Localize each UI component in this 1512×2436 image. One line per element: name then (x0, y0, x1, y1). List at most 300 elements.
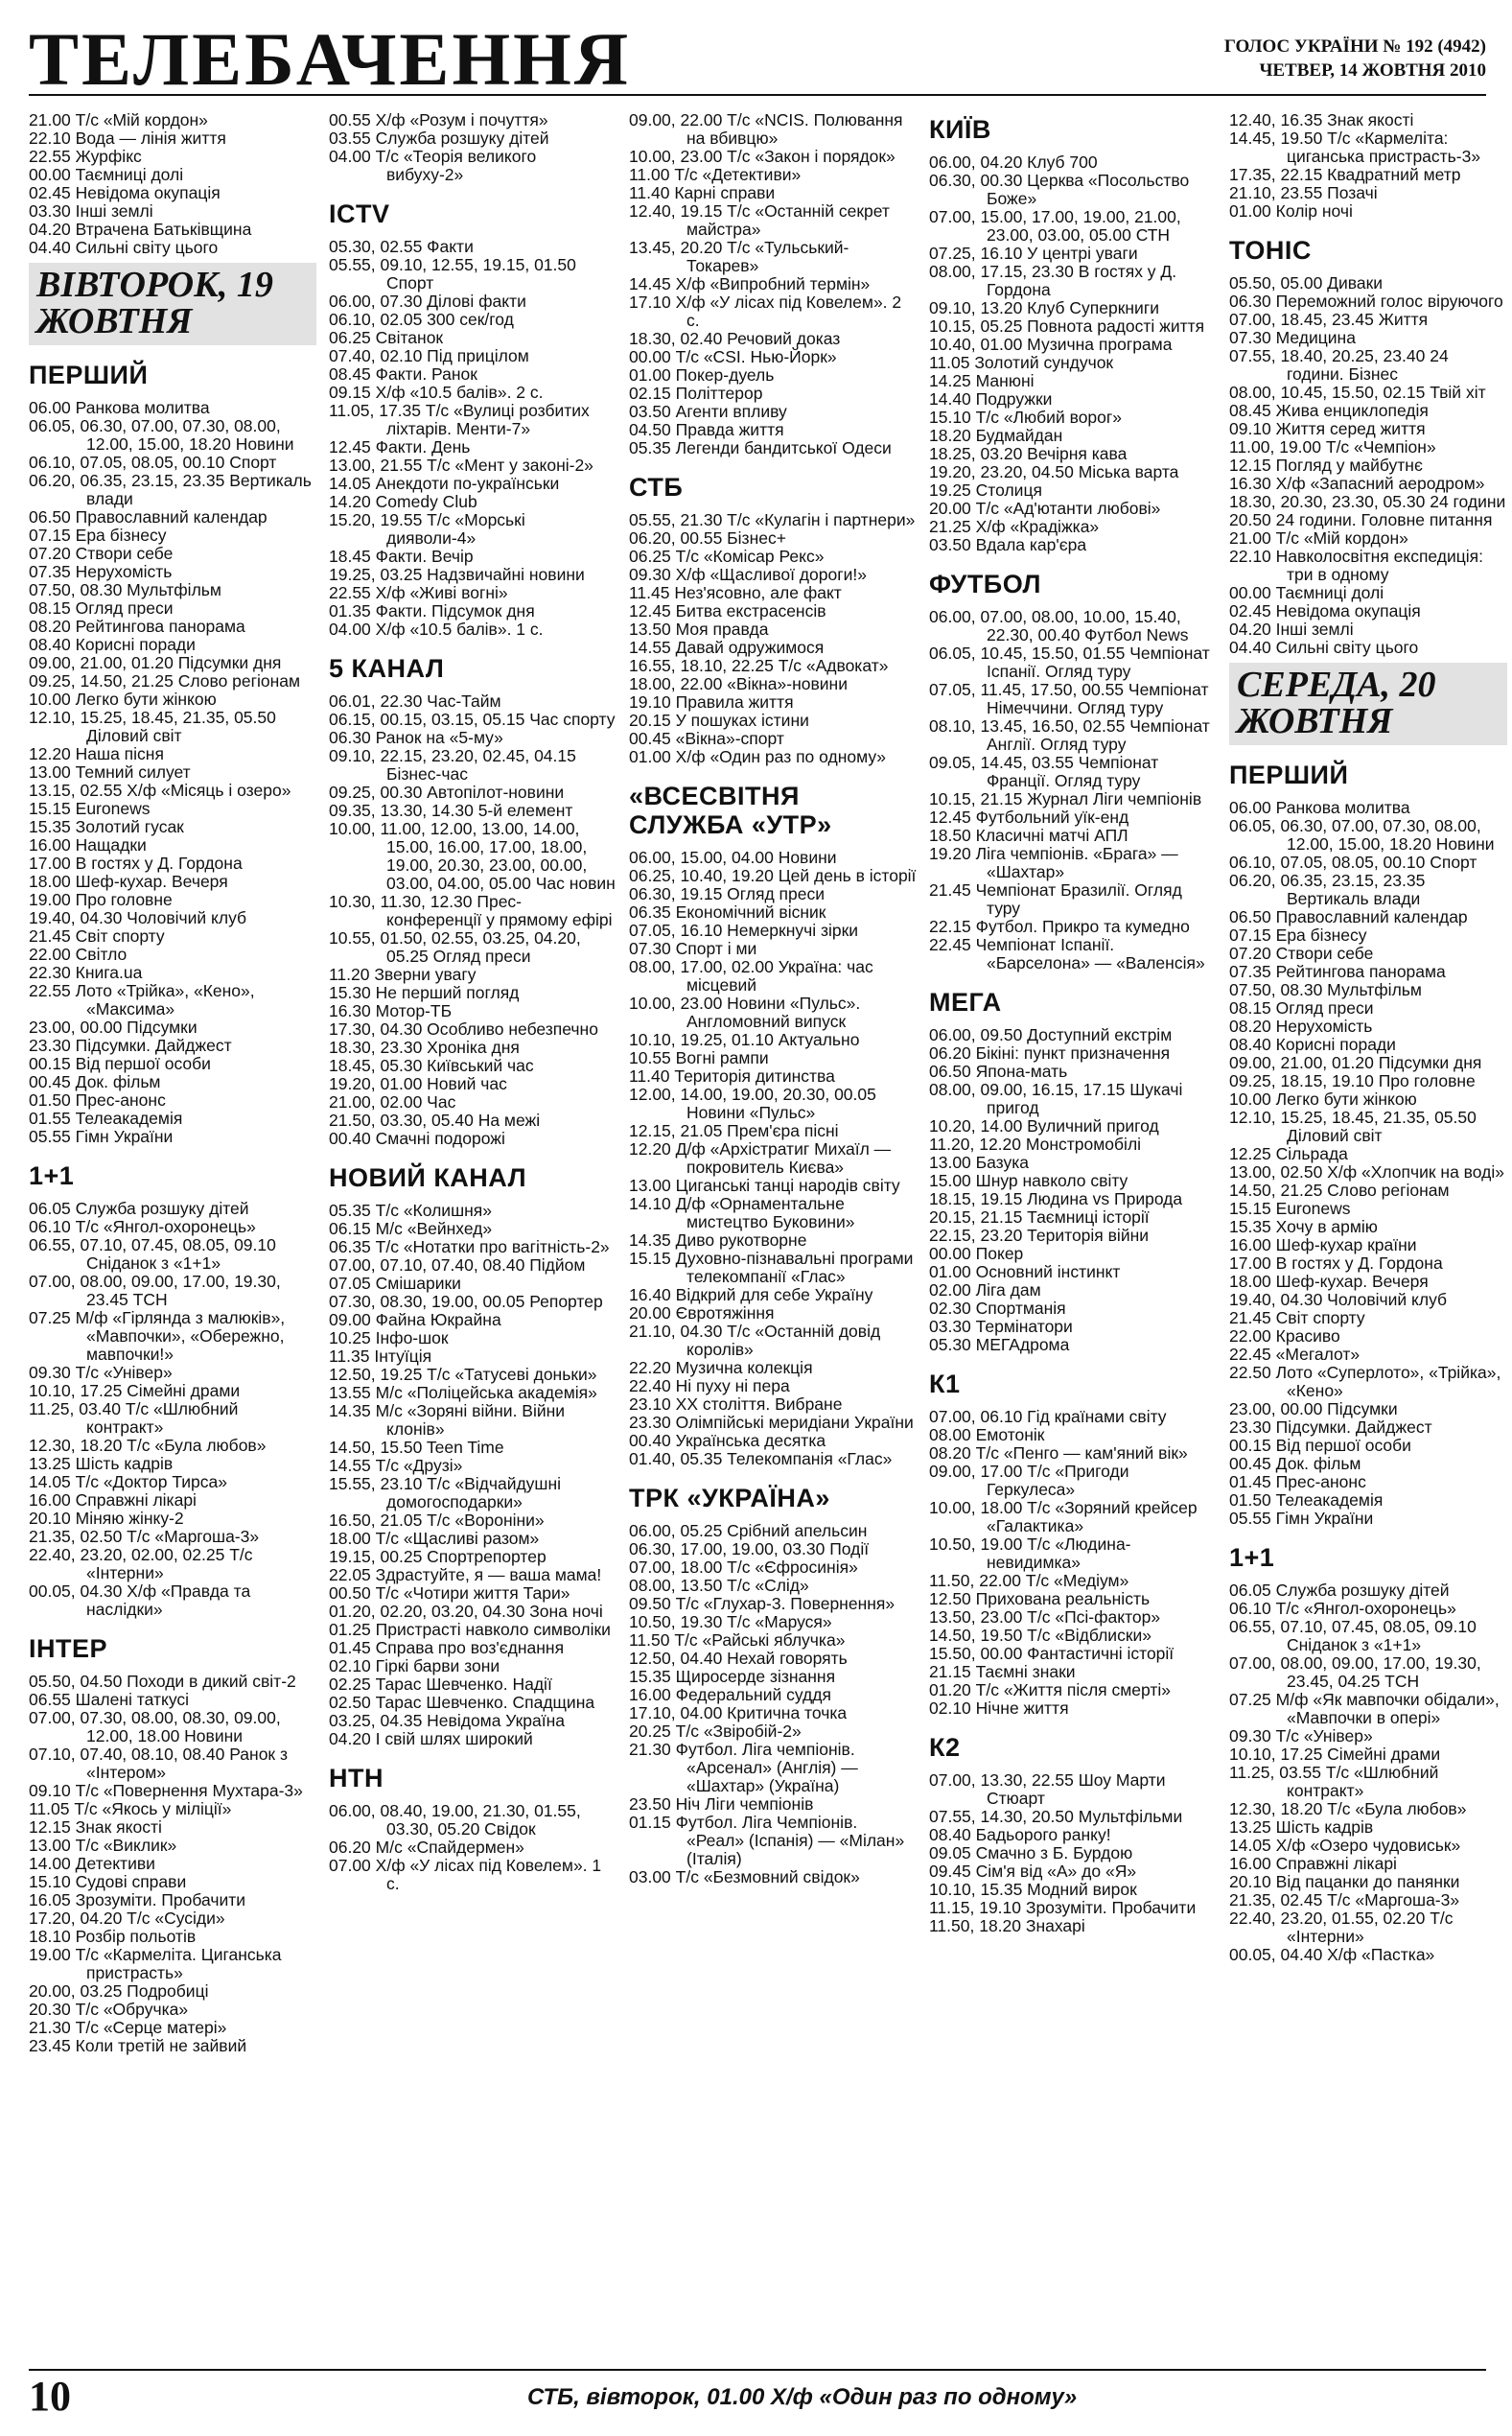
program-entry: 01.00 Основний інстинкт (929, 1262, 1121, 1281)
program-entry: 02.50 Тарас Шевченко. Спадщина (329, 1693, 595, 1712)
masthead-rule (29, 94, 1486, 96)
program-entry: 01.35 Факти. Підсумок дня (329, 601, 535, 621)
program-entry: 08.20 Т/с «Пенго — кам'яний вік» (929, 1443, 1188, 1463)
channel-heading: ФУТБОЛ (929, 570, 1041, 598)
program-entry: 12.45 Футбольний уїк-енд (929, 808, 1129, 827)
program-entry: 07.15 Ера бізнесу (29, 526, 167, 545)
program-entry: 07.30, 08.30, 19.00, 00.05 Репортер (329, 1292, 603, 1311)
channel-heading: 5 КАНАЛ (329, 654, 445, 683)
program-entry: 07.00, 08.00, 09.00, 17.00, 19.30, 23.45, 04.25 ТСН (1229, 1653, 1481, 1691)
day-heading: СЕРЕДА, 20 ЖОВТНЯ (1229, 663, 1507, 745)
program-entry: 16.55, 18.10, 22.25 Т/с «Адвокат» (629, 656, 889, 675)
program-entry: 18.00 Шеф-кухар. Вечеря (1229, 1272, 1429, 1291)
program-entry: 13.00, 02.50 Х/ф «Хлопчик на воді» (1229, 1162, 1504, 1182)
program-entry: 06.20, 00.55 Бізнес+ (629, 528, 786, 548)
program-entry: 20.00 Євротяжіння (629, 1303, 775, 1323)
program-entry: 01.50 Телеакадемія (1229, 1490, 1384, 1510)
program-entry: 14.05 Х/ф «Озеро чудовиськ» (1229, 1836, 1461, 1855)
program-entry: 06.00, 15.00, 04.00 Новини (629, 848, 837, 867)
program-entry: 08.40 Корисні поради (1229, 1035, 1396, 1054)
program-entry: 06.00, 07.30 Ділові факти (329, 292, 526, 311)
program-entry: 20.10 Міняю жінку-2 (29, 1509, 184, 1528)
program-entry: 00.00 Т/с «CSI. Нью-Йорк» (629, 347, 837, 366)
program-entry: 10.55, 01.50, 02.55, 03.25, 04.20, 05.25 Огляд преси (329, 928, 581, 966)
channel-heading: К2 (929, 1733, 961, 1762)
program-entry: 06.30 Ранок на «5-му» (329, 728, 503, 747)
program-entry: 11.15, 19.10 Зрозуміти. Пробачити (929, 1898, 1197, 1917)
program-entry: 15.00 Шнур навколо світу (929, 1171, 1128, 1190)
program-entry: 12.45 Факти. День (329, 437, 471, 457)
program-entry: 04.20 Втрачена Батьківщина (29, 220, 252, 239)
program-entry: 17.00 В гостях у Д. Гордона (29, 854, 243, 873)
program-entry: 10.10, 19.25, 01.10 Актуально (629, 1030, 860, 1049)
program-entry: 22.45 «Мегалот» (1229, 1345, 1361, 1364)
program-entry: 05.55 Гімн України (29, 1127, 174, 1146)
program-entry: 16.00 Справжні лікарі (29, 1490, 197, 1510)
program-entry: 09.50 Т/с «Глухар-3. Повернення» (629, 1594, 896, 1613)
program-entry: 08.45 Факти. Ранок (329, 364, 477, 384)
program-entry: 09.10, 22.15, 23.20, 02.45, 04.15 Бізнес-час (329, 746, 576, 784)
program-entry: 03.50 Агенти впливу (629, 402, 787, 421)
program-entry: 09.35, 13.30, 14.30 5-й елемент (329, 801, 573, 820)
program-entry: 03.00 Т/с «Безмовний свідок» (629, 1867, 860, 1886)
program-entry: 05.30, 02.55 Факти (329, 237, 474, 256)
program-entry: 07.00, 06.10 Гід країнами світу (929, 1407, 1167, 1426)
program-entry: 10.55 Вогні рампи (629, 1048, 769, 1067)
program-entry: 21.25 Х/ф «Крадіжка» (929, 517, 1100, 536)
program-entry: 18.15, 19.15 Людина vs Природа (929, 1189, 1183, 1208)
program-entry: 13.50 Моя правда (629, 620, 769, 639)
program-entry: 11.00, 19.00 Т/с «Чемпіон» (1229, 437, 1436, 457)
program-entry: 11.05, 17.35 Т/с «Вулиці розбитих ліхтарів. Менти-7» (329, 401, 590, 438)
program-entry: 12.10, 15.25, 18.45, 21.35, 05.50 Діловий світ (1229, 1108, 1477, 1145)
program-entry: 12.50, 04.40 Нехай говорять (629, 1649, 848, 1668)
program-entry: 01.45 Справа про воз'єднання (329, 1638, 565, 1657)
program-entry: 13.55 М/с «Поліцейська академія» (329, 1383, 597, 1402)
program-entry: 06.20, 06.35, 23.15, 23.35 Вертикаль влади (1229, 871, 1426, 908)
program-entry: 12.45 Битва екстрасенсів (629, 601, 826, 621)
program-entry: 20.25 Т/с «Звіробій-2» (629, 1722, 802, 1741)
program-entry: 22.00 Світло (29, 945, 128, 964)
program-entry: 12.50 Прихована реальність (929, 1589, 1151, 1608)
program-entry: 06.10 Т/с «Янгол-охоронець» (1229, 1599, 1456, 1618)
program-entry: 22.15, 23.20 Територія війни (929, 1226, 1150, 1245)
program-entry: 08.00 Емотонік (929, 1425, 1045, 1444)
program-entry: 08.40 Бадьорого ранку! (929, 1825, 1111, 1844)
program-entry: 08.20 Рейтингова панорама (29, 617, 245, 636)
channel-heading: НОВИЙ КАНАЛ (329, 1163, 527, 1192)
program-entry: 14.25 Манюні (929, 371, 1035, 390)
program-entry: 11.20, 12.20 Монстромобілі (929, 1135, 1142, 1154)
program-entry: 23.45 Коли третій не зайвий (29, 2036, 247, 2055)
program-entry: 04.20 Інші землі (1229, 620, 1354, 639)
channel-heading: ТРК «УКРАЇНА» (629, 1484, 830, 1512)
program-entry: 18.00 Шеф-кухар. Вечеря (29, 872, 228, 891)
program-entry: 12.40, 19.15 Т/с «Останній секрет майстра» (629, 201, 890, 239)
program-entry: 06.05, 10.45, 15.50, 01.55 Чемпіонат Іспанії. Огляд туру (929, 644, 1210, 681)
program-entry: 06.10 Т/с «Янгол-охоронець» (29, 1217, 256, 1236)
program-entry: 15.20, 19.55 Т/с «Морські дияволи-4» (329, 510, 525, 548)
program-entry: 09.05 Смачно з Б. Бурдою (929, 1843, 1133, 1862)
program-entry: 04.00 Т/с «Теорія великого вибуху-2» (329, 147, 537, 184)
program-entry: 07.20 Створи себе (1229, 944, 1374, 963)
program-entry: 23.30 Підсумки. Дайджест (29, 1036, 232, 1055)
program-entry: 06.05 Служба розшуку дітей (29, 1199, 249, 1218)
program-entry: 06.00, 07.00, 08.00, 10.00, 15.40, 22.30, 00.40 Футбол News (929, 607, 1189, 644)
listing-column-4 (929, 111, 1217, 2303)
program-entry: 10.50, 19.30 Т/с «Маруся» (629, 1612, 832, 1631)
program-entry: 00.45 Док. фільм (29, 1072, 161, 1091)
listing-column-2 (329, 111, 616, 2303)
program-entry: 06.30, 00.30 Церква «Посольство Боже» (929, 171, 1190, 208)
program-entry: 18.50 Класичні матчі АПЛ (929, 826, 1128, 845)
program-entry: 01.20, 02.20, 03.20, 04.30 Зона ночі (329, 1602, 603, 1621)
program-entry: 13.00 Т/с «Виклик» (29, 1836, 177, 1855)
program-entry: 06.00 Ранкова молитва (29, 398, 210, 417)
program-entry: 10.50, 19.00 Т/с «Людина-невидимка» (929, 1534, 1131, 1572)
program-entry: 04.40 Сильні світу цього (29, 238, 219, 257)
program-entry: 14.50, 21.25 Слово регіонам (1229, 1181, 1450, 1200)
program-entry: 15.15 Духовно-пізнавальні програми телекомпанії «Глас» (629, 1249, 914, 1286)
program-entry: 07.05, 11.45, 17.50, 00.55 Чемпіонат Німеччини. Огляд туру (929, 680, 1209, 717)
program-entry: 22.00 Красиво (1229, 1326, 1340, 1346)
program-entry: 21.45 Світ спорту (29, 926, 165, 946)
program-entry: 19.20 Ліга чемпіонів. «Брага» — «Шахтар» (929, 844, 1178, 881)
program-entry: 22.10 Навколосвітня експедиція: три в одному (1229, 547, 1484, 584)
program-entry: 21.30 Т/с «Серце матері» (29, 2018, 227, 2037)
program-entry: 07.40, 02.10 Під прицілом (329, 346, 529, 365)
program-entry: 21.35, 02.45 Т/с «Маргоша-3» (1229, 1890, 1460, 1909)
program-entry: 10.00, 23.00 Новини «Пульс». Англомовний випуск (629, 994, 861, 1031)
program-entry: 23.30 Підсумки. Дайджест (1229, 1417, 1432, 1437)
program-entry: 06.10, 07.05, 08.05, 00.10 Спорт (1229, 853, 1477, 872)
program-entry: 00.00 Таємниці долі (1229, 583, 1384, 602)
program-entry: 14.50, 19.50 Т/с «Відблиски» (929, 1626, 1151, 1645)
program-entry: 22.55 Х/ф «Живі вогні» (329, 583, 508, 602)
program-entry: 17.00 В гостях у Д. Гордона (1229, 1253, 1443, 1273)
program-entry: 13.45, 20.20 Т/с «Тульський-Токарев» (629, 238, 849, 275)
program-entry: 02.30 Спортманія (929, 1299, 1066, 1318)
program-entry: 22.40, 23.20, 01.55, 02.20 Т/с «Інтерни» (1229, 1909, 1454, 1946)
program-entry: 07.05 Смішарики (329, 1274, 461, 1293)
program-entry: 01.20 Т/с «Життя після смерті» (929, 1680, 1172, 1699)
program-entry: 06.10, 02.05 300 сек/год (329, 310, 514, 329)
program-entry: 05.30 МЕГАдрома (929, 1335, 1070, 1354)
program-entry: 11.50, 18.20 Знахарі (929, 1916, 1085, 1935)
program-entry: 09.30 Х/ф «Щасливої дороги!» (629, 565, 867, 584)
program-entry: 05.55 Гімн України (1229, 1509, 1374, 1528)
program-entry: 15.15 Euronews (29, 799, 151, 818)
program-entry: 10.00, 11.00, 12.00, 13.00, 14.00, 15.00, 16.00, 17.00, 18.00, 19.00, 20.30, 23.00, 00.00, 03.00, 04.00, 05.00 Час новин (329, 819, 616, 893)
program-entry: 09.25, 14.50, 21.25 Слово регіонам (29, 671, 301, 691)
program-entry: 23.00, 00.00 Підсумки (1229, 1399, 1398, 1418)
program-entry: 00.40 Смачні подорожі (329, 1129, 505, 1148)
channel-heading: ПЕРШИЙ (1229, 761, 1349, 789)
program-entry: 06.30, 19.15 Огляд преси (629, 884, 826, 903)
page-number: 10 (29, 2373, 71, 2420)
program-entry: 04.00 Х/ф «10.5 балів». 1 с. (329, 620, 544, 639)
program-entry: 14.35 М/с «Зоряні війни. Війни клонів» (329, 1401, 566, 1439)
program-entry: 18.45, 05.30 Київський час (329, 1056, 534, 1075)
program-entry: 22.10 Вода — лінія життя (29, 129, 226, 148)
program-entry: 06.55 Шалені таткусі (29, 1690, 190, 1709)
page-footer (29, 2369, 1486, 2419)
program-entry: 11.25, 03.55 Т/с «Шлюбний контракт» (1229, 1763, 1439, 1800)
channel-heading: СТБ (629, 473, 684, 502)
program-entry: 06.35 Т/с «Нотатки про вагітність-2» (329, 1237, 610, 1256)
program-entry: 06.05, 06.30, 07.00, 07.30, 08.00, 12.00, 15.00, 18.20 Новини (29, 416, 294, 454)
program-entry: 00.15 Від першої особи (29, 1054, 211, 1073)
program-entry: 09.25, 00.30 Автопілот-новини (329, 783, 565, 802)
program-entry: 14.40 Подружки (929, 389, 1053, 409)
program-entry: 05.50, 04.50 Походи в дикий світ-2 (29, 1672, 296, 1691)
footer-promo: СТБ, вівторок, 01.00 Х/ф «Один раз по одному» (527, 2384, 1078, 2410)
program-entry: 20.50 24 години. Головне питання (1229, 510, 1493, 529)
program-entry: 20.30 Т/с «Обручка» (29, 2000, 189, 2019)
program-entry: 00.40 Українська десятка (629, 1431, 826, 1450)
program-entry: 18.10 Розбір польотів (29, 1927, 197, 1946)
program-entry: 10.00, 18.00 Т/с «Зоряний крейсер «Галактика» (929, 1498, 1198, 1535)
program-entry: 00.55 Х/ф «Розум і почуття» (329, 111, 548, 129)
program-entry: 12.15 Знак якості (29, 1817, 162, 1837)
channel-heading: К1 (929, 1370, 961, 1398)
program-entry: 09.30 Т/с «Універ» (1229, 1726, 1373, 1745)
program-entry: 08.20 Нерухомість (1229, 1017, 1373, 1036)
program-entry: 22.15 Футбол. Прикро та кумедно (929, 917, 1190, 936)
program-entry: 10.15, 21.15 Журнал Ліги чемпіонів (929, 789, 1202, 808)
program-entry: 00.00 Покер (929, 1244, 1024, 1263)
program-entry: 07.00, 07.10, 07.40, 08.40 Підйом (329, 1255, 586, 1275)
program-entry: 01.15 Футбол. Ліга Чемпіонів. «Реал» (Іспанія) — «Мілан» (Італія) (629, 1813, 905, 1868)
program-entry: 03.55 Служба розшуку дітей (329, 129, 549, 148)
program-entry: 13.25 Шість кадрів (29, 1454, 174, 1473)
program-entry: 05.55, 21.30 Т/с «Кулагін і партнери» (629, 510, 916, 529)
program-entry: 21.50, 03.30, 05.40 На межі (329, 1111, 541, 1130)
program-entry: 01.00 Х/ф «Один раз по одному» (629, 747, 887, 766)
program-entry: 14.50, 15.50 Teen Time (329, 1438, 504, 1457)
program-entry: 19.20, 01.00 Новий час (329, 1074, 507, 1093)
program-entry: 07.50, 08.30 Мультфільм (1229, 980, 1422, 999)
program-entry: 18.30, 02.40 Речовий доказ (629, 329, 841, 348)
program-entry: 06.00, 05.25 Срібний апельсин (629, 1521, 868, 1540)
program-entry: 11.40 Карні справи (629, 183, 776, 202)
program-entry: 06.00, 09.50 Доступний екстрім (929, 1025, 1173, 1044)
issue-date: ЧЕТВЕР, 14 ЖОВТНЯ 2010 (1259, 60, 1486, 81)
program-entry: 06.50 Православний календар (1229, 907, 1468, 926)
program-entry: 10.10, 15.35 Модний вирок (929, 1880, 1137, 1899)
program-entry: 00.45 «Вікна»-спорт (629, 729, 784, 748)
program-entry: 11.45 Нез'ясовно, але факт (629, 583, 842, 602)
program-entry: 01.50 Прес-анонс (29, 1090, 166, 1110)
program-entry: 01.00 Колір ночі (1229, 201, 1353, 221)
program-entry: 01.40, 05.35 Телекомпанія «Глас» (629, 1449, 893, 1468)
program-entry: 02.10 Гіркі барви зони (329, 1656, 500, 1675)
program-entry: 16.00 Справжні лікарі (1229, 1854, 1397, 1873)
program-entry: 09.30 Т/с «Універ» (29, 1363, 173, 1382)
program-entry: 21.30 Футбол. Ліга чемпіонів. «Арсенал» (Англія) — «Шахтар» (Україна) (629, 1740, 858, 1795)
program-entry: 08.00, 13.50 Т/с «Слід» (629, 1576, 809, 1595)
program-entry: 18.20 Будмайдан (929, 426, 1063, 445)
program-entry: 08.40 Корисні поради (29, 635, 196, 654)
program-entry: 07.00, 08.00, 09.00, 17.00, 19.30, 23.45 ТСН (29, 1272, 281, 1309)
program-entry: 06.35 Економічний вісник (629, 902, 826, 922)
program-entry: 07.25, 16.10 У центрі уваги (929, 244, 1138, 263)
program-entry: 06.20 М/с «Спайдермен» (329, 1838, 524, 1857)
program-entry: 13.00 Базука (929, 1153, 1030, 1172)
program-entry: 21.45 Світ спорту (1229, 1308, 1365, 1327)
program-entry: 12.10, 15.25, 18.45, 21.35, 05.50 Діловий світ (29, 708, 276, 745)
program-entry: 06.10, 07.05, 08.05, 00.10 Спорт (29, 453, 277, 472)
program-entry: 06.50 Православний календар (29, 507, 268, 527)
program-entry: 06.00, 08.40, 19.00, 21.30, 01.55, 03.30, 05.20 Свідок (329, 1801, 581, 1839)
program-entry: 12.00, 14.00, 19.00, 20.30, 00.05 Новини «Пульс» (629, 1085, 876, 1122)
program-entry: 08.00, 17.15, 23.30 В гостях у Д. Гордона (929, 262, 1177, 299)
program-entry: 07.55, 18.40, 20.25, 23.40 24 години. Бізнес (1229, 346, 1449, 384)
program-entry: 15.10 Т/с «Любий ворог» (929, 408, 1123, 427)
program-entry: 02.45 Невідома окупація (29, 183, 221, 202)
program-entry: 20.00 Т/с «Ад'ютанти любові» (929, 499, 1161, 518)
program-entry: 19.40, 04.30 Чоловічий клуб (1229, 1290, 1448, 1309)
program-entry: 21.00 Т/с «Мій кордон» (29, 111, 208, 129)
program-entry: 07.30 Спорт і ми (629, 939, 757, 958)
program-entry: 14.45, 19.50 Т/с «Кармеліта: циганська пристрасть-3» (1229, 129, 1481, 166)
program-entry: 09.00, 22.00 Т/с «NCIS. Полювання на вбивцю» (629, 111, 903, 148)
program-entry: 06.15, 00.15, 03.15, 05.15 Час спорту (329, 710, 616, 729)
program-entry: 14.05 Анекдоти по-українськи (329, 474, 560, 493)
program-entry: 00.00 Таємниці долі (29, 165, 184, 184)
program-entry: 01.00 Покер-дуель (629, 365, 775, 385)
program-entry: 22.45 Чемпіонат Іспанії. «Барселона» — «Валенсія» (929, 935, 1205, 972)
channel-heading: ICTV (329, 199, 390, 228)
program-entry: 10.25 Інфо-шок (329, 1328, 449, 1347)
program-entry: 07.00, 18.00 Т/с «Єфросинія» (629, 1558, 858, 1577)
program-entry: 11.40 Територія дитинства (629, 1066, 835, 1086)
program-entry: 05.35 Т/с «Колишня» (329, 1201, 492, 1220)
program-entry: 06.20 Бікіні: пункт призначення (929, 1043, 1171, 1063)
program-entry: 01.55 Телеакадемія (29, 1109, 183, 1128)
program-entry: 04.50 Правда життя (629, 420, 784, 439)
section-title: ТЕЛЕБАЧЕННЯ (29, 17, 632, 101)
program-entry: 18.00, 22.00 «Вікна»-новини (629, 674, 848, 693)
issue-number: ГОЛОС УКРАЇНИ № 192 (4942) (1223, 36, 1486, 57)
program-entry: 08.10, 13.45, 16.50, 02.55 Чемпіонат Англії. Огляд туру (929, 716, 1210, 754)
program-entry: 10.00 Легко бути жінкою (1229, 1089, 1417, 1109)
program-entry: 11.05 Т/с «Якось у міліції» (29, 1799, 232, 1818)
program-entry: 15.55, 23.10 Т/с «Відчайдушні домогосподарки» (329, 1474, 562, 1511)
program-entry: 05.35 Легенди бандитської Одеси (629, 438, 892, 457)
program-entry: 07.00, 13.30, 22.55 Шоу Марти Стюарт (929, 1770, 1166, 1808)
program-entry: 21.15 Таємні знаки (929, 1662, 1076, 1681)
program-entry: 06.00, 04.20 Клуб 700 (929, 152, 1098, 172)
program-entry: 11.05 Золотий сундучок (929, 353, 1114, 372)
program-entry: 12.15 Погляд у майбутнє (1229, 456, 1423, 475)
program-entry: 07.15 Ера бізнесу (1229, 925, 1367, 945)
program-entry: 09.00, 21.00, 01.20 Підсумки дня (29, 653, 282, 672)
program-entry: 10.20, 14.00 Вуличний пригод (929, 1116, 1159, 1136)
program-entry: 18.30, 23.30 Хроніка дня (329, 1038, 520, 1057)
program-entry: 07.00, 18.45, 23.45 Життя (1229, 310, 1429, 329)
program-entry: 13.00, 21.55 Т/с «Мент у законі-2» (329, 456, 593, 475)
channel-heading: МЕГА (929, 988, 1002, 1017)
program-entry: 14.00 Детективи (29, 1854, 155, 1873)
program-entry: 10.10, 17.25 Сімейні драми (29, 1381, 241, 1400)
program-entry: 08.15 Огляд преси (1229, 998, 1374, 1018)
program-entry: 22.20 Музична колекція (629, 1358, 813, 1377)
program-entry: 06.05, 06.30, 07.00, 07.30, 08.00, 12.00, 15.00, 18.20 Новини (1229, 816, 1495, 854)
program-entry: 09.10 Життя серед життя (1229, 419, 1426, 438)
program-entry: 02.45 Невідома окупація (1229, 601, 1421, 621)
program-entry: 16.30 Х/ф «Запасний аеродром» (1229, 474, 1485, 493)
program-entry: 06.30, 17.00, 19.00, 03.30 Події (629, 1539, 870, 1558)
program-entry: 19.40, 04.30 Чоловічий клуб (29, 908, 247, 927)
program-entry: 21.00, 02.00 Час (329, 1092, 456, 1112)
program-entry: 01.25 Пристрасті навколо символіки (329, 1620, 611, 1639)
program-entry: 08.45 Жива енциклопедія (1229, 401, 1429, 420)
program-entry: 19.25, 03.25 Надзвичайні новини (329, 565, 585, 584)
program-entry: 09.00, 21.00, 01.20 Підсумки дня (1229, 1053, 1482, 1072)
program-entry: 09.25, 18.15, 19.10 Про головне (1229, 1071, 1476, 1090)
program-entry: 07.35 Нерухомість (29, 562, 173, 581)
program-entry: 07.00 Х/ф «У лісах під Ковелем». 1 с. (329, 1856, 602, 1893)
program-entry: 02.25 Тарас Шевченко. Надії (329, 1675, 552, 1694)
program-entry: 12.50, 19.25 Т/с «Татусеві доньки» (329, 1365, 597, 1384)
program-entry: 11.50 Т/с «Райські яблучка» (629, 1630, 846, 1650)
program-entry: 23.50 Ніч Ліги чемпіонів (629, 1794, 814, 1814)
program-entry: 06.30 Переможний голос віруючого (1229, 292, 1503, 311)
program-entry: 03.50 Вдала кар'єра (929, 535, 1087, 554)
channel-heading: ТОНІС (1229, 236, 1312, 265)
program-entry: 07.20 Створи себе (29, 544, 174, 563)
program-entry: 07.00, 07.30, 08.00, 08.30, 09.00, 12.00, 18.00 Новини (29, 1708, 281, 1745)
program-entry: 17.10 Х/ф «У лісах під Ковелем». 2 с. (629, 293, 902, 330)
channel-heading: КИЇВ (929, 115, 991, 144)
program-entry: 21.10, 04.30 Т/с «Останній довід королів» (629, 1322, 881, 1359)
program-entry: 17.30, 04.30 Особливо небезпечно (329, 1019, 598, 1039)
program-entry: 16.50, 21.05 Т/с «Вороніни» (329, 1511, 545, 1530)
program-entry: 13.50, 23.00 Т/с «Псі-фактор» (929, 1607, 1161, 1627)
program-entry: 10.30, 11.30, 12.30 Прес-конференції у прямому ефірі (329, 892, 613, 929)
program-entry: 06.00 Ранкова молитва (1229, 798, 1410, 817)
program-entry: 13.15, 02.55 Х/ф «Місяць і озеро» (29, 781, 291, 800)
program-entry: 06.25 Світанок (329, 328, 444, 347)
program-entry: 10.10, 17.25 Сімейні драми (1229, 1745, 1441, 1764)
program-entry: 16.00 Шеф-кухар країни (1229, 1235, 1417, 1254)
program-entry: 11.25, 03.40 Т/с «Шлюбний контракт» (29, 1399, 239, 1437)
program-entry: 20.15 У пошуках істини (629, 711, 809, 730)
program-entry: 09.10, 13.20 Клуб Суперкниги (929, 298, 1159, 317)
program-entry: 14.10 Д/ф «Орнаментальне мистецтво Буковини» (629, 1194, 855, 1231)
program-entry: 17.35, 22.15 Квадратний метр (1229, 165, 1461, 184)
program-entry: 10.40, 01.00 Музична програма (929, 335, 1173, 354)
program-entry: 07.35 Рейтингова панорама (1229, 962, 1446, 981)
program-entry: 12.20 Д/ф «Архістратиг Михаїл — покровитель Києва» (629, 1139, 892, 1177)
program-entry: 07.25 М/ф «Гірлянда з малюків», «Мавпочки», «Обережно, мавпочки!» (29, 1308, 286, 1364)
program-entry: 09.05, 14.45, 03.55 Чемпіонат Франції. Огляд туру (929, 753, 1159, 790)
program-entry: 08.00, 09.00, 16.15, 17.15 Шукачі пригод (929, 1080, 1183, 1117)
program-entry: 06.50 Япона-мать (929, 1062, 1068, 1081)
program-entry: 19.00 Т/с «Кармеліта. Циганська пристрасть» (29, 1945, 282, 1982)
program-entry: 15.15 Euronews (1229, 1199, 1351, 1218)
program-entry: 15.30 Не перший погляд (329, 983, 520, 1002)
channel-heading: ІНТЕР (29, 1634, 108, 1663)
program-entry: 06.20, 06.35, 23.15, 23.35 Вертикаль влади (29, 471, 312, 508)
program-entry: 09.00 Файна Юкрайна (329, 1310, 501, 1329)
program-entry: 16.00 Нащадки (29, 835, 147, 855)
program-entry: 20.15, 21.15 Таємниці історії (929, 1207, 1150, 1227)
program-entry: 23.00, 00.00 Підсумки (29, 1018, 198, 1037)
program-entry: 02.10 Нічне життя (929, 1698, 1069, 1718)
program-entry: 15.35 Щиросерде зізнання (629, 1667, 836, 1686)
